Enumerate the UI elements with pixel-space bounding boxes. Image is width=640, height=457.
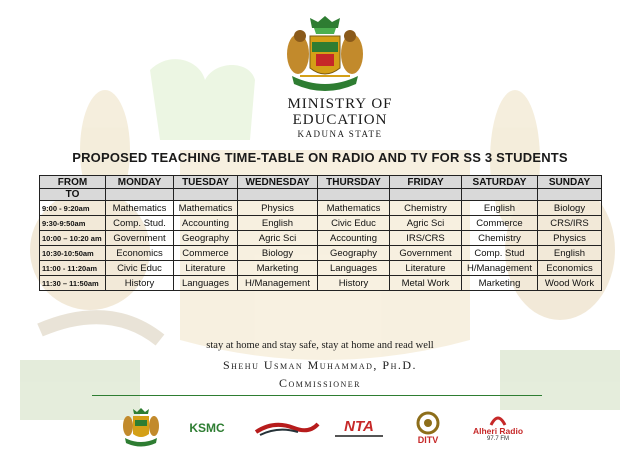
subject-cell: History xyxy=(318,276,390,291)
state-name: KADUNA STATE xyxy=(297,129,383,139)
time-cell: 11:00 - 11:20am xyxy=(40,261,106,276)
table-row xyxy=(40,201,602,216)
ditv-globe-icon xyxy=(416,411,440,435)
subject-cell: Biology xyxy=(538,201,602,216)
subject-cell: Economics xyxy=(538,261,602,276)
table-row xyxy=(40,276,602,291)
ksmc-logo: KSMC xyxy=(189,421,225,435)
subject-cell: Mathematics xyxy=(174,201,238,216)
ditv-logo: DITV xyxy=(408,405,448,451)
subject-cell: English xyxy=(238,216,318,231)
subject-cell: History xyxy=(106,276,174,291)
subject-cell: Languages xyxy=(318,261,390,276)
col-header-saturday: SATURDAY xyxy=(462,176,538,189)
subject-cell: Civic Educ xyxy=(106,261,174,276)
commissioner-name: Shehu Usman Muhammad, Ph.D. xyxy=(222,358,418,372)
subject-cell: Agric Sci xyxy=(390,216,462,231)
subject-cell: Metal Work xyxy=(390,276,462,291)
subject-cell: Agric Sci xyxy=(238,231,318,246)
subject-cell: Languages xyxy=(174,276,238,291)
crest-small-icon xyxy=(121,406,161,450)
subheader-row xyxy=(40,189,602,201)
subject-cell: Marketing xyxy=(238,261,318,276)
subject-cell: Physics xyxy=(238,201,318,216)
radio-wave-icon xyxy=(254,418,320,438)
header-row xyxy=(40,176,602,189)
time-cell: 10:30-10:50am xyxy=(40,246,106,261)
subject-cell: Civic Educ xyxy=(318,216,390,231)
table-row xyxy=(40,261,602,276)
subject-cell: Physics xyxy=(538,231,602,246)
ministry-name: MINISTRY OF EDUCATION xyxy=(287,96,393,128)
subject-cell: Geography xyxy=(174,231,238,246)
subject-cell: Chemistry xyxy=(390,201,462,216)
alheri-mic-icon xyxy=(489,413,507,427)
subject-cell: Geography xyxy=(318,246,390,261)
table-row xyxy=(40,246,602,261)
divider xyxy=(92,395,542,396)
subject-cell: Comp. Stud. xyxy=(106,216,174,231)
kaduna-crest-small-logo xyxy=(118,405,164,451)
sponsor-logos xyxy=(118,405,538,451)
timetable xyxy=(39,175,602,291)
subject-cell: Comp. Stud xyxy=(462,246,538,261)
subject-cell: Mathematics xyxy=(318,201,390,216)
subject-cell: H/Management xyxy=(462,261,538,276)
col-header-tuesday: TUESDAY xyxy=(174,176,238,189)
subject-cell: Accounting xyxy=(318,231,390,246)
subject-cell: Literature xyxy=(174,261,238,276)
subject-cell: Commerce xyxy=(174,246,238,261)
subject-cell: Government xyxy=(106,231,174,246)
subject-cell: English xyxy=(462,201,538,216)
time-cell: 9:30-9:50am xyxy=(40,216,106,231)
kaduna-crest-logo xyxy=(282,12,368,100)
col-header-from: FROM xyxy=(40,176,106,189)
subject-cell: IRS/CRS xyxy=(390,231,462,246)
commissioner-title: Commissioner xyxy=(278,376,361,390)
subject-cell: Mathematics xyxy=(106,201,174,216)
table-row xyxy=(40,216,602,231)
timetable-title: PROPOSED TEACHING TIME-TABLE ON RADIO AND TV FOR SS 3 STUDENTS xyxy=(72,150,568,165)
stay-home-message: stay at home and stay safe, stay at home and read well xyxy=(206,340,434,351)
nta-logo: NTA xyxy=(332,405,386,451)
subject-cell: Accounting xyxy=(174,216,238,231)
col-header-friday: FRIDAY xyxy=(390,176,462,189)
subject-cell: Chemistry xyxy=(462,231,538,246)
subject-cell: Wood Work xyxy=(538,276,602,291)
subject-cell: CRS/IRS xyxy=(538,216,602,231)
col-header-wednesday: WEDNESDAY xyxy=(238,176,318,189)
alheri-radio-logo: Alheri Radio 97.7 FM xyxy=(468,405,528,451)
subject-cell: Economics xyxy=(106,246,174,261)
col-header-thursday: THURSDAY xyxy=(318,176,390,189)
subject-cell: English xyxy=(538,246,602,261)
ministry-heading xyxy=(240,96,440,140)
time-cell: 10:00 – 10:20 am xyxy=(40,231,106,246)
subject-cell: Biology xyxy=(238,246,318,261)
subject-cell: Government xyxy=(390,246,462,261)
col-header-to: TO xyxy=(40,189,106,201)
subject-cell: Marketing xyxy=(462,276,538,291)
time-cell: 9:00 - 9:20am xyxy=(40,201,106,216)
col-header-monday: MONDAY xyxy=(106,176,174,189)
subject-cell: Literature xyxy=(390,261,462,276)
subject-cell: Commerce xyxy=(462,216,538,231)
time-cell: 11:30 – 11:50am xyxy=(40,276,106,291)
subject-cell: H/Management xyxy=(238,276,318,291)
table-row xyxy=(40,231,602,246)
col-header-sunday: SUNDAY xyxy=(538,176,602,189)
nta-underline-icon xyxy=(335,435,383,439)
radio-station-logo xyxy=(252,405,322,451)
